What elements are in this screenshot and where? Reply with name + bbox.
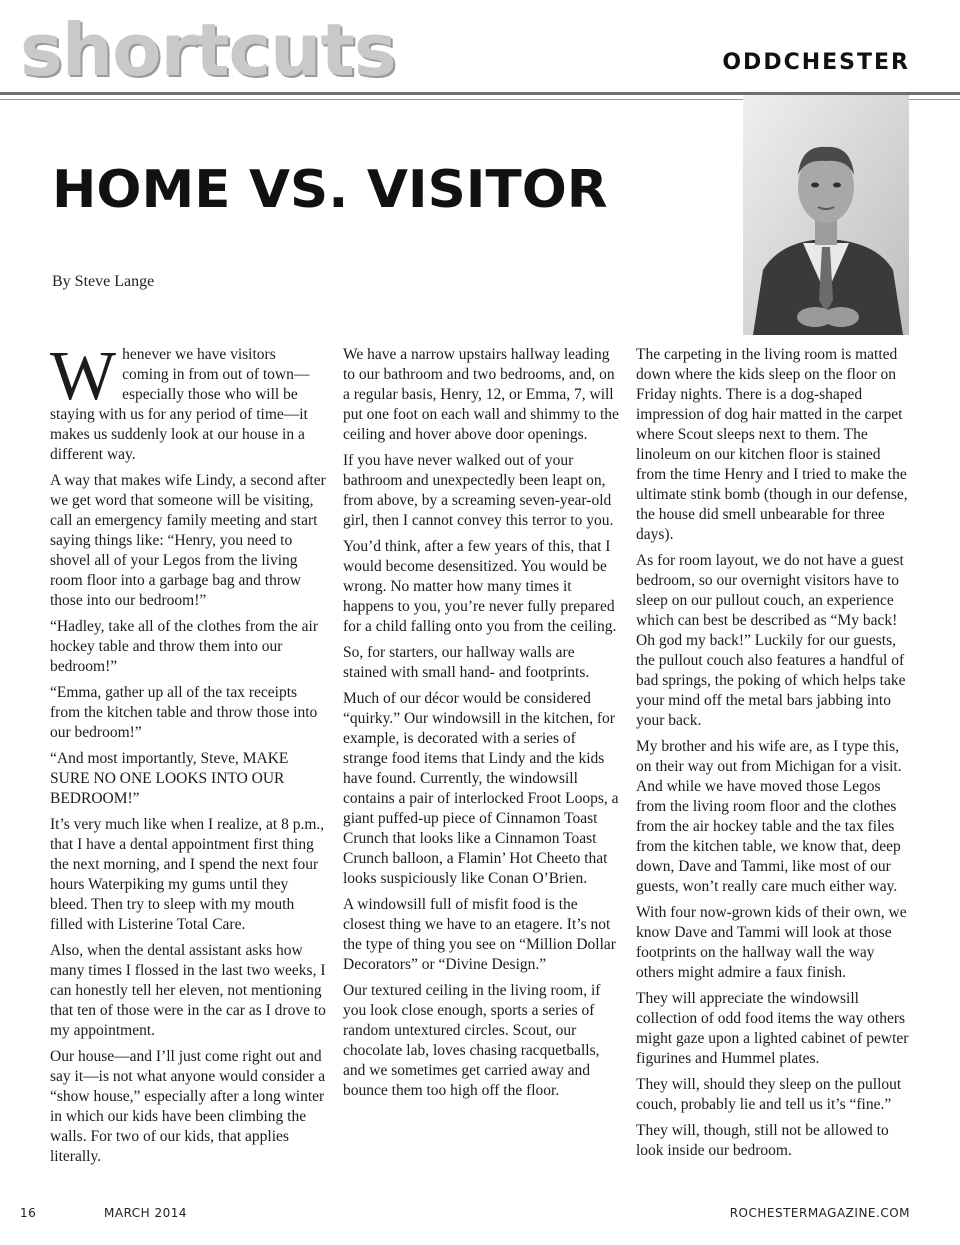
page-footer <box>0 1206 960 1226</box>
paragraph: It’s very much like when I realize, at 8 p.m., that I have a dental appointment first thing the next morning, and I spend the next four hours Waterpiking my gums until they bleed. Then try to sleep with my mouth filled with Listerine Total Care. <box>50 816 325 933</box>
paragraph: Our textured ceiling in the living room, if you look close enough, sports a series of random untextured circles. Scout, our chocolate lab, loves chasing racquetballs, and we sometimes get carried away and bounce them too high off the floor. <box>343 982 601 1099</box>
article-headline: HOME VS. VISITOR <box>52 160 608 220</box>
paragraph: They will, though, still not be allowed to look inside our bedroom. <box>636 1122 889 1159</box>
paragraph: “And most importantly, Steve, MAKE SURE NO ONE LOOKS INTO OUR BEDROOM!” <box>50 750 289 807</box>
paragraph: Also, when the dental assistant asks how many times I flossed in the last two weeks, I can honestly tell her eleven, not mentioning that ten of those were in the car as I drove to my appointment. <box>50 942 326 1039</box>
section-title: shortcuts <box>20 8 396 92</box>
site-url: ROCHESTERMAGAZINE.COM <box>729 1206 910 1220</box>
page-number: 16 <box>20 1206 37 1220</box>
paragraph: They will appreciate the windowsill collection of odd food items the way others might gaze upon a lighted cabinet of pewter figurines and Hummel plates. <box>636 990 909 1067</box>
paragraph: Our house—and I’ll just come right out and say it—is not what anyone would consider a “show house,” especially after a long winter in which our kids have been climbing the walls. For two of our kids, that applies literally. <box>50 1048 326 1165</box>
paragraph: A way that makes wife Lindy, a second after we get word that someone will be visiting, call an emergency family meeting and start saying things like: “Henry, you need to shovel all of your Legos from the living room floor into a garbage bag and throw those into our bedroom!” <box>50 472 326 609</box>
paragraph: If you have never walked out of your bathroom and unexpectedly been leapt on, from above, by a screaming seven-year-old girl, then I cannot convey this terror to you. <box>343 452 614 529</box>
paragraph: Much of our décor would be considered “quirky.” Our windowsill in the kitchen, for example, is decorated with a series of strange food items that Lindy and the kids have found. Currently, the windowsill contains a pair of interlocked Froot Loops, a giant puffed-up piece of Cinnamon Toast Crunch that looks like a Cinnamon Toast Crunch balloon, a Flamin’ Hot Cheeto that looks suspiciously like Conan O’Brien. <box>343 690 619 887</box>
paragraph: So, for starters, our hallway walls are stained with small hand- and footprints. <box>343 644 590 681</box>
article-column-2 <box>343 345 619 1107</box>
paragraph: “Emma, gather up all of the tax receipts from the kitchen table and throw those into our bedroom!” <box>50 684 318 741</box>
column-name: ODDCHESTER <box>722 50 910 75</box>
issue-date: MARCH 2014 <box>104 1206 188 1220</box>
paragraph: We have a narrow upstairs hallway leading to our bathroom and two bedrooms, and, on a regular basis, Henry, 12, or Emma, 7, will put one foot on each wall and shimmy to the ceiling and hover above door openings. <box>343 346 619 443</box>
paragraph <box>50 338 326 465</box>
author-photo <box>743 95 909 335</box>
author-portrait-image <box>743 95 909 335</box>
article-byline: By Steve Lange <box>52 273 155 290</box>
article-column-3 <box>636 345 912 1167</box>
paragraph: “Hadley, take all of the clothes from the air hockey table and throw them into our bedroom!” <box>50 618 318 675</box>
paragraph: As for room layout, we do not have a guest bedroom, so our overnight visitors have to sleep on our pullout couch, an experience which can best be described as “My back! Oh god my back!” Luckily for our guests, the pullout couch also features a handful of bad springs, the poking of which helps take your mind off the metal bars jabbing into your back. <box>636 552 906 729</box>
paragraph: A windowsill full of misfit food is the closest thing we have to an etagere. It’s not the type of thing you see on “Million Dollar Decorators” or “Divine Design.” <box>343 896 616 973</box>
paragraph: My brother and his wife are, as I type this, on their way out from Michigan for a visit. And while we have moved those Legos from the living room floor and the clothes from the air hockey table and the tax files from the kitchen table, we know that, deep down, Dave and Tammi, like most of our guests, won’t really care much either way. <box>636 738 902 895</box>
paragraph: With four now-grown kids of their own, we know Dave and Tammi will look at those footprints on the hallway wall the way others might admire a faux finish. <box>636 904 907 981</box>
article-column-1 <box>50 338 326 1173</box>
paragraph-text: henever we have visitors coming in from out of town—especially those who will be staying with us for any period of time—it makes us suddenly look at our house in a different way. <box>50 346 310 463</box>
paragraph: You’d think, after a few years of this, that I would become desensitized. You would be wrong. No matter how many times it happens to you, you’re never fully prepared for a child falling onto you from the ceiling. <box>343 538 617 635</box>
page-header <box>0 0 960 110</box>
paragraph: The carpeting in the living room is matted down where the kids sleep on the floor on Friday nights. There is a dog-shaped impression of dog hair matted in the carpet where Scout sleeps next to them. The linoleum on our kitchen floor is stained from the time Henry and I tried to make the ultimate stink bomb (though in our defense, the house did smell unbearable for three days). <box>636 346 908 543</box>
drop-cap: W <box>50 338 117 415</box>
paragraph: They will, should they sleep on the pullout couch, probably lie and tell us it’s “fine.” <box>636 1076 902 1113</box>
